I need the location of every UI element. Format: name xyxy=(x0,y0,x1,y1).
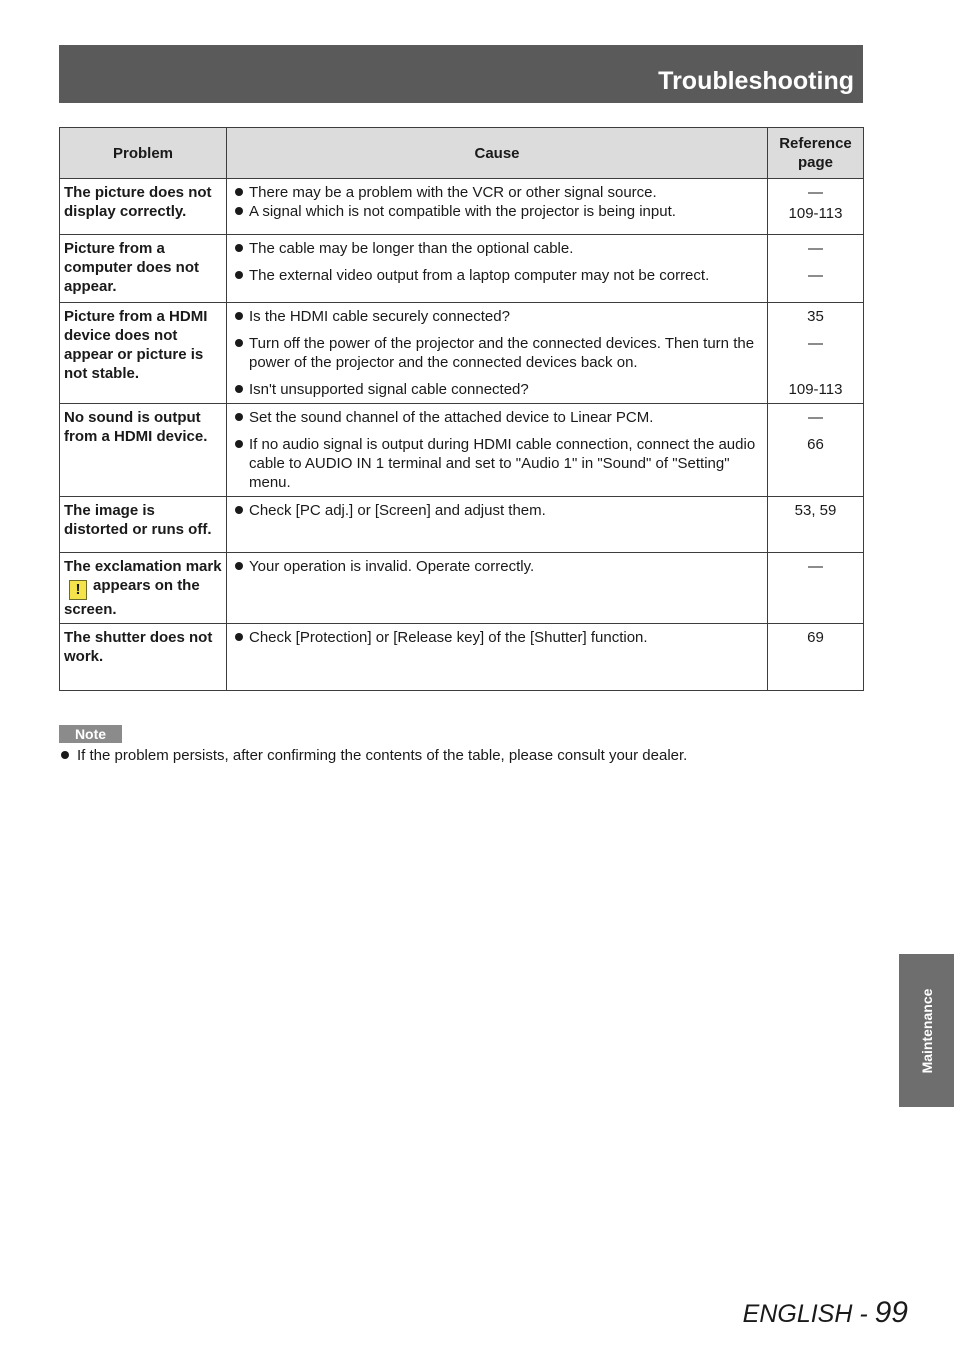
bullet-icon xyxy=(235,413,243,421)
cause-item: A signal which is not compatible with the projector is being input. xyxy=(231,202,763,221)
page-number xyxy=(743,1296,908,1330)
problem-cell: Picture from a computer does not appear. xyxy=(60,235,227,303)
reference-value: 53, 59 xyxy=(794,502,837,519)
cause-cell xyxy=(227,404,768,497)
page-number-value: 99 xyxy=(874,1296,908,1329)
table-row xyxy=(60,179,864,235)
cause-item: Isn't unsupported signal cable connected? xyxy=(231,380,763,399)
cause-item: Check [Protection] or [Release key] of the [Shutter] function. xyxy=(231,628,763,647)
reference-cell xyxy=(768,303,864,404)
reference-value: — xyxy=(808,558,823,575)
cause-cell xyxy=(227,303,768,404)
side-tab-label: Maintenance xyxy=(918,988,935,1073)
problem-cell: The shutter does not work. xyxy=(60,624,227,691)
problem-cell: Picture from a HDMI device does not appear or picture is not stable. xyxy=(60,303,227,404)
page-title: Troubleshooting xyxy=(658,67,854,95)
cause-item: Your operation is invalid. Operate correctly. xyxy=(231,557,763,576)
bullet-icon xyxy=(235,188,243,196)
bullet-icon xyxy=(61,751,69,759)
problem-cell: The picture does not display correctly. xyxy=(60,179,227,235)
reference-cell xyxy=(768,553,864,624)
column-header-cause: Cause xyxy=(227,128,768,179)
cause-item: The external video output from a laptop computer may not be correct. xyxy=(231,266,763,285)
language-label: ENGLISH - xyxy=(742,1300,875,1328)
table-row xyxy=(60,235,864,303)
table-row xyxy=(60,404,864,497)
header-bar xyxy=(59,45,863,103)
reference-value: — xyxy=(808,335,823,352)
column-header-problem: Problem xyxy=(60,128,227,179)
reference-value: — xyxy=(808,240,823,257)
bullet-icon xyxy=(235,339,243,347)
reference-cell xyxy=(768,624,864,691)
cause-item: Check [PC adj.] or [Screen] and adjust them. xyxy=(231,501,763,520)
bullet-icon xyxy=(235,271,243,279)
column-header-reference: Reference page xyxy=(768,128,864,179)
bullet-icon xyxy=(235,440,243,448)
note-text: If the problem persists, after confirming the contents of the table, please consult your dealer. xyxy=(59,746,859,765)
bullet-icon xyxy=(235,562,243,570)
problem-cell: The image is distorted or runs off. xyxy=(60,497,227,553)
cause-item: Turn off the power of the projector and the connected devices. Then turn the power of the projector and the connected devices back on. xyxy=(231,334,763,372)
cause-cell xyxy=(227,497,768,553)
bullet-icon xyxy=(235,633,243,641)
reference-value: — xyxy=(808,409,823,426)
cause-item: There may be a problem with the VCR or other signal source. xyxy=(231,183,763,202)
bullet-icon xyxy=(235,207,243,215)
cause-cell xyxy=(227,553,768,624)
cause-cell xyxy=(227,179,768,235)
reference-cell xyxy=(768,497,864,553)
reference-value: 35 xyxy=(807,308,824,325)
table-row xyxy=(60,303,864,404)
cause-item: The cable may be longer than the optional cable. xyxy=(231,239,763,258)
side-tab-maintenance xyxy=(899,954,954,1107)
cause-item: If no audio signal is output during HDMI cable connection, connect the audio cable to AUDIO IN 1 terminal and set to "Audio 1" in "Sound" of "Setting" menu. xyxy=(231,435,763,492)
bullet-icon xyxy=(235,244,243,252)
cause-item: Is the HDMI cable securely connected? xyxy=(231,307,763,326)
reference-value: 69 xyxy=(807,629,824,646)
table-header-row xyxy=(60,128,864,179)
cause-item: Set the sound channel of the attached device to Linear PCM. xyxy=(231,408,763,427)
bullet-icon xyxy=(235,312,243,320)
reference-cell xyxy=(768,235,864,303)
reference-cell xyxy=(768,404,864,497)
table-row xyxy=(60,624,864,691)
reference-value: 109-113 xyxy=(788,381,843,398)
reference-value: 66 xyxy=(807,436,824,453)
troubleshooting-table xyxy=(59,127,864,691)
table-row xyxy=(60,497,864,553)
reference-cell xyxy=(768,179,864,235)
bullet-icon xyxy=(235,506,243,514)
reference-value: — xyxy=(808,267,823,284)
cause-cell xyxy=(227,624,768,691)
problem-cell: The exclamation mark! appears on the screen. xyxy=(60,553,227,624)
table-row xyxy=(60,553,864,624)
note-label: Note xyxy=(59,725,122,743)
cause-cell xyxy=(227,235,768,303)
exclamation-icon: ! xyxy=(69,580,87,600)
reference-value: — xyxy=(808,184,823,201)
problem-cell: No sound is output from a HDMI device. xyxy=(60,404,227,497)
bullet-icon xyxy=(235,385,243,393)
reference-value: 109-113 xyxy=(788,205,843,222)
